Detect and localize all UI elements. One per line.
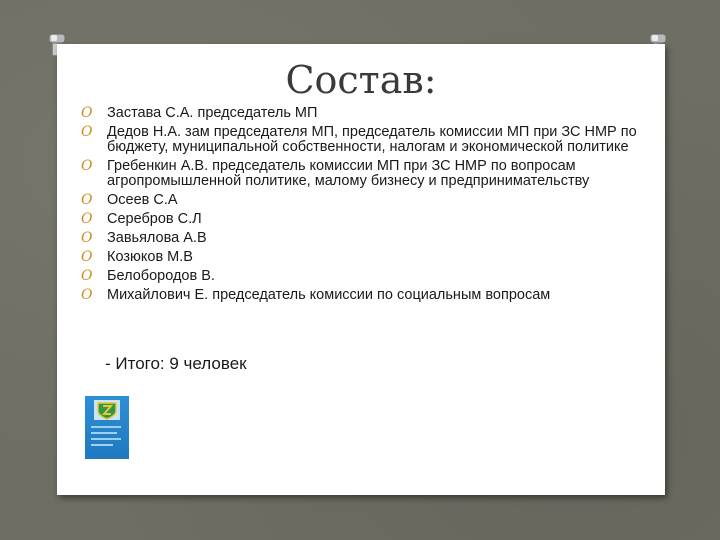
bullet-icon: O xyxy=(81,230,93,246)
total-summary: - Итого: 9 человек xyxy=(105,354,247,373)
bullet-icon: O xyxy=(81,105,93,121)
member-text: Гребенкин А.В. председатель комиссии МП при ЗС НМР по вопросам агропромышленной политике, малому бизнесу и предпринимательству xyxy=(107,158,590,189)
bullet-icon: O xyxy=(81,268,93,284)
list-item xyxy=(81,269,651,284)
emblem-logo xyxy=(85,396,129,459)
member-text: Серебров С.Л xyxy=(107,211,202,227)
bullet-icon: O xyxy=(81,249,93,265)
list-item xyxy=(81,250,651,265)
emblem-line xyxy=(91,444,113,446)
member-text: Завьялова А.В xyxy=(107,230,207,246)
members-list xyxy=(81,106,651,307)
list-item xyxy=(81,106,651,121)
slide-card xyxy=(57,44,665,495)
list-item xyxy=(81,159,651,189)
slide-title: Состав: xyxy=(285,58,437,102)
emblem-line xyxy=(91,432,117,434)
member-text: Дедов Н.А. зам председателя МП, председатель комиссии МП при ЗС НМР по бюджету, муниципальной собственности, налогам и экономической политике xyxy=(107,124,637,155)
list-item xyxy=(81,193,651,208)
member-text: Белобородов В. xyxy=(107,268,215,284)
emblem-line xyxy=(91,426,121,428)
list-item xyxy=(81,288,651,303)
bullet-icon: O xyxy=(81,158,93,174)
list-item xyxy=(81,125,651,155)
list-item xyxy=(81,212,651,227)
bullet-icon: O xyxy=(81,211,93,227)
member-text: Михайлович Е. председатель комиссии по социальным вопросам xyxy=(107,287,551,303)
emblem-line xyxy=(91,438,121,440)
member-text: Козюков М.В xyxy=(107,249,193,265)
member-text: Осеев С.А xyxy=(107,192,178,208)
bullet-icon: O xyxy=(81,192,93,208)
list-item xyxy=(81,231,651,246)
bullet-icon: O xyxy=(81,287,93,303)
bullet-icon: O xyxy=(81,124,93,140)
shield-icon xyxy=(94,400,120,420)
member-text: Застава С.А. председатель МП xyxy=(107,105,318,121)
